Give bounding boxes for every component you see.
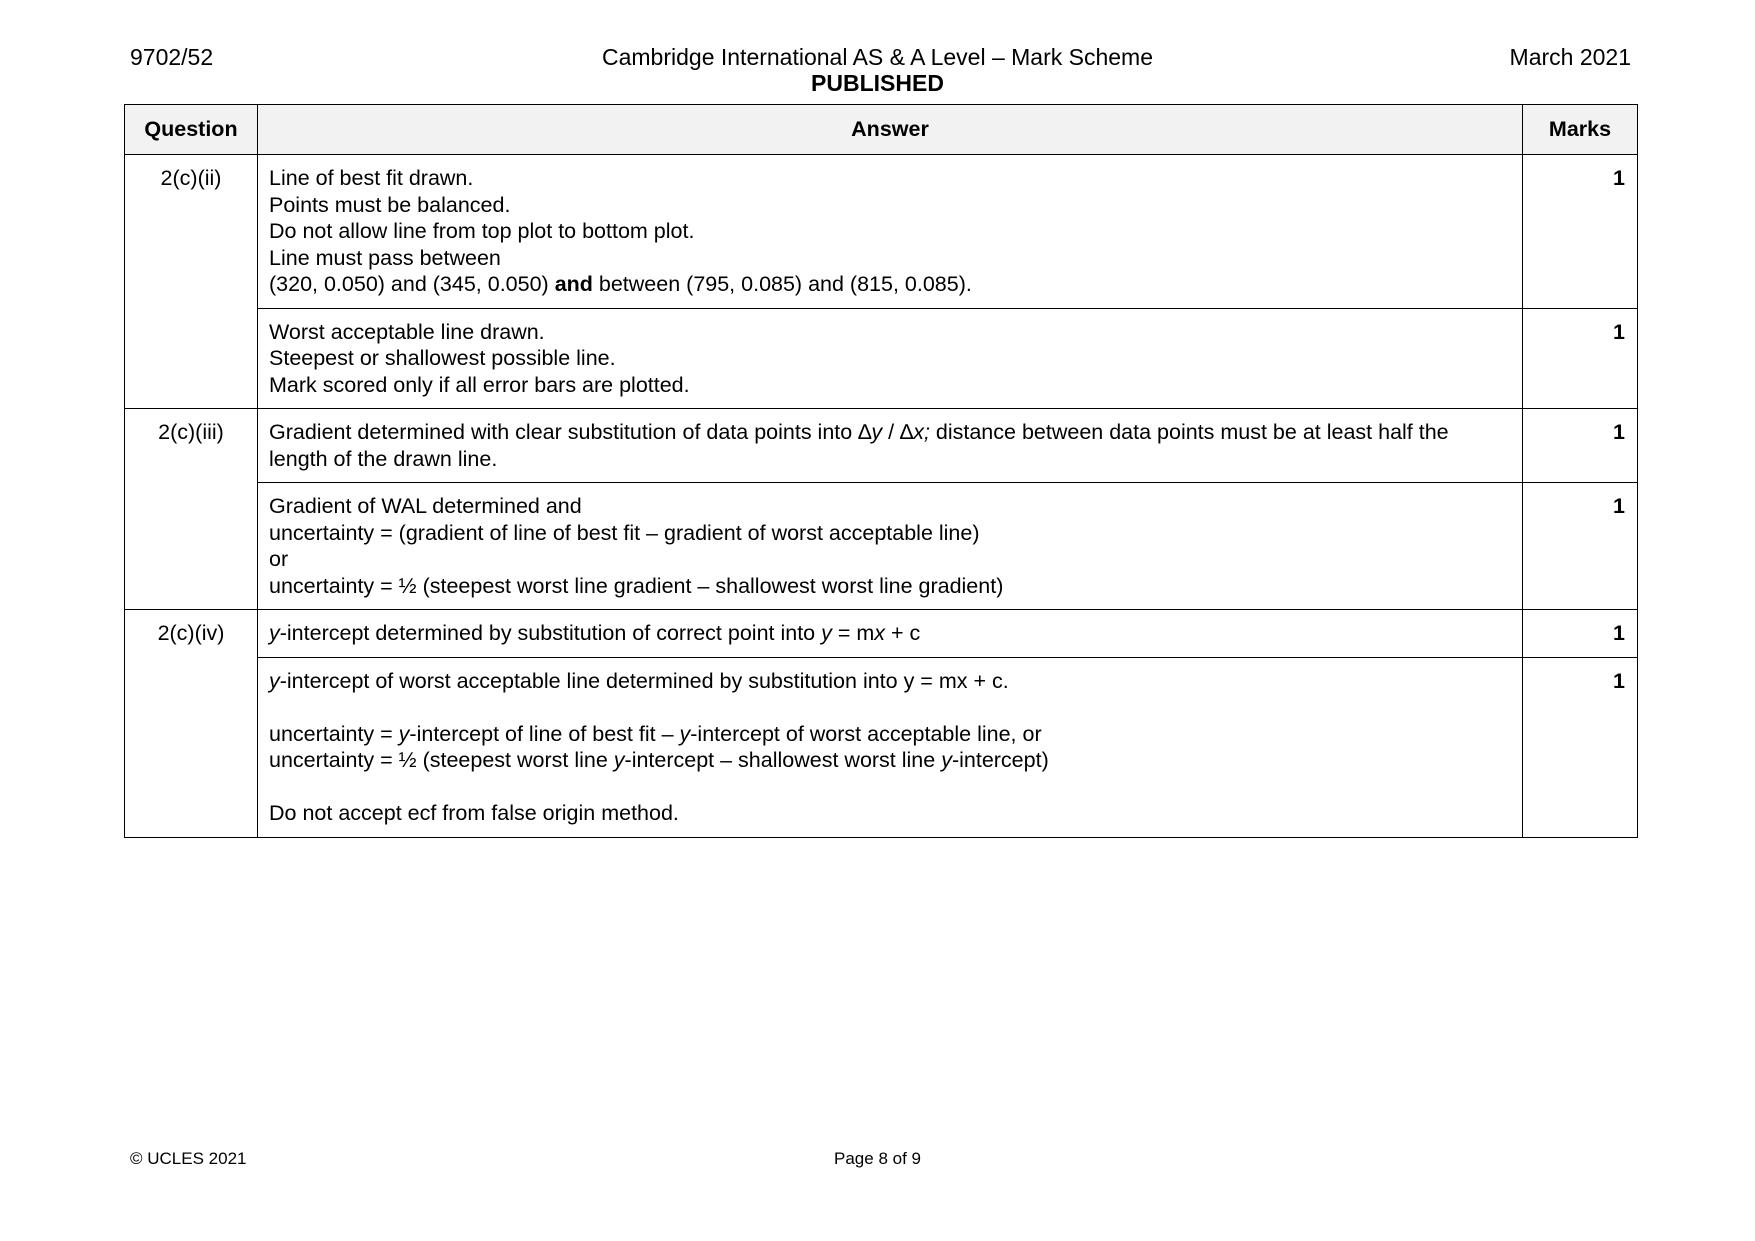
answer-line	[269, 721, 1510, 748]
marks-value: 1	[1523, 483, 1638, 610]
answer-text: distance between data points must be at least half the length of the drawn line.	[269, 420, 1449, 471]
answer-cell	[258, 155, 1523, 309]
answer-text: (320, 0.050) and (345, 0.050)	[269, 272, 555, 296]
answer-line: Gradient of WAL determined and	[269, 494, 582, 518]
answer-text: Gradient determined with clear substitution of data points into ∆	[269, 420, 872, 444]
marks-value: 1	[1523, 409, 1638, 483]
math-variable: y	[821, 621, 832, 645]
table-row	[125, 483, 1638, 610]
table-row	[125, 308, 1638, 409]
answer-emphasis: and	[554, 272, 593, 296]
document-title	[0, 44, 1755, 96]
answer-text: -intercept of line of best fit –	[409, 721, 680, 746]
page-number: Page 8 of 9	[834, 1149, 921, 1168]
column-header-marks: Marks	[1523, 105, 1638, 155]
marks-value: 1	[1523, 155, 1638, 309]
marks-value: 1	[1523, 610, 1638, 658]
mark-scheme-table	[124, 104, 1638, 838]
table-row	[125, 155, 1638, 309]
answer-line	[269, 747, 1510, 774]
math-variable: y	[871, 420, 883, 444]
math-variable: y	[679, 721, 691, 746]
answer-line: Line of best fit drawn.	[269, 166, 474, 190]
answer-cell	[258, 610, 1523, 658]
answer-text: = m	[831, 621, 875, 645]
answer-line	[269, 271, 1510, 298]
math-variable: y	[269, 668, 280, 693]
answer-line: Line must pass between	[269, 245, 501, 270]
answer-line	[269, 668, 1510, 695]
answer-text: -intercept of worst acceptable line determined by substitution into y = mx + c.	[279, 668, 1009, 693]
answer-text: + c	[885, 621, 921, 645]
copyright-notice: © UCLES 2021	[130, 1149, 247, 1168]
answer-text: uncertainty = ½ (steepest worst line	[269, 748, 614, 772]
math-variable: x	[874, 621, 886, 645]
answer-text: -intercept – shallowest worst line	[624, 748, 942, 772]
exam-date: March 2021	[1509, 44, 1631, 70]
answer-cell	[258, 409, 1523, 483]
column-header-answer: Answer	[258, 105, 1523, 155]
answer-line: Worst acceptable line drawn.	[269, 319, 545, 344]
math-variable: y	[269, 621, 280, 645]
answer-cell	[258, 308, 1523, 409]
table-header-row	[125, 105, 1638, 155]
column-header-question: Question	[125, 105, 258, 155]
paper-code: 9702/52	[130, 44, 214, 70]
answer-text: -intercept)	[951, 748, 1049, 772]
math-variable: y	[398, 721, 410, 746]
table-row	[125, 657, 1638, 837]
math-variable: y	[941, 748, 952, 772]
answer-line: Points must be balanced.	[269, 192, 511, 217]
answer-line: uncertainty = (gradient of line of best fit – gradient of worst acceptable line)	[269, 520, 980, 545]
answer-text: / ∆	[882, 420, 914, 444]
marks-value: 1	[1523, 657, 1638, 837]
answer-line: Do not allow line from top plot to bottom plot.	[269, 219, 695, 243]
answer-text: between (795, 0.085) and (815, 0.085).	[592, 272, 972, 296]
answer-line: or	[269, 547, 289, 571]
answer-line: Do not accept ecf from false origin method.	[269, 801, 679, 825]
answer-cell	[258, 483, 1523, 610]
line-spacer	[269, 774, 1510, 801]
math-variable: x;	[913, 420, 930, 444]
answer-line: uncertainty = ½ (steepest worst line gradient – shallowest worst line gradient)	[269, 573, 1004, 598]
question-number: 2(c)(ii)	[125, 155, 258, 409]
answer-cell	[258, 657, 1523, 837]
table-row	[125, 409, 1638, 483]
answer-line: Mark scored only if all error bars are plotted.	[269, 372, 690, 397]
answer-text: -intercept determined by substitution of correct point into	[279, 621, 822, 645]
answer-text: -intercept of worst acceptable line, or	[690, 721, 1042, 746]
table-row	[125, 610, 1638, 658]
answer-line: Steepest or shallowest possible line.	[269, 346, 616, 370]
title-text: Cambridge International AS & A Level – Mark Scheme	[601, 44, 1154, 70]
published-label: PUBLISHED	[811, 70, 944, 96]
question-number: 2(c)(iii)	[125, 409, 258, 610]
marks-value: 1	[1523, 308, 1638, 409]
question-number: 2(c)(iv)	[125, 610, 258, 838]
answer-text: uncertainty =	[269, 721, 399, 746]
line-spacer	[269, 694, 1510, 721]
math-variable: y	[613, 748, 625, 772]
